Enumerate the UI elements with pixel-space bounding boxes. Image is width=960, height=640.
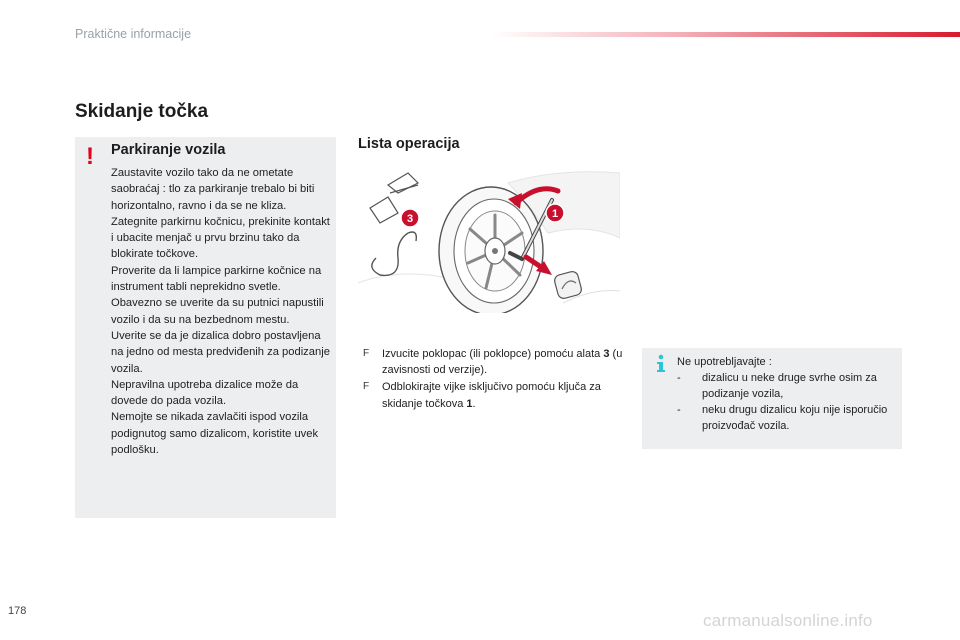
- warning-paragraph: Nepravilna upotreba dizalice može da dovede do pada vozila.: [111, 378, 299, 408]
- bullet-glyph: F: [363, 348, 370, 359]
- step-text: (u zavisnosti od verzije).: [382, 348, 623, 377]
- header-accent-bar: [490, 32, 960, 37]
- warning-paragraph: Zategnite parkirnu kočnicu, prekinite kontakt i ubacite menjač u prvu brzinu tako da blokirate točkove.: [111, 215, 330, 261]
- info-text: [677, 354, 899, 434]
- step-ref-number: 3: [603, 348, 610, 360]
- warning-box: [75, 137, 336, 518]
- warning-paragraph: Proverite da li lampice parkirne kočnice na instrument tabli neprekidno svetle.: [111, 264, 322, 294]
- warning-icon: !: [86, 143, 94, 170]
- page-number: 178: [8, 605, 27, 617]
- callout-3: 3: [406, 213, 414, 225]
- wheel-tools-illustration: [358, 163, 620, 313]
- warning-paragraph: Obavezno se uverite da su putnici napustili vozilo i da su na bezbednom mestu.: [111, 297, 324, 326]
- info-item: [677, 402, 899, 434]
- operations-heading: Lista operacija: [358, 136, 460, 152]
- dash-glyph: -: [677, 404, 681, 416]
- page-title: Skidanje točka: [75, 101, 209, 122]
- list-item: [363, 346, 625, 378]
- step-ref-number: 1: [466, 397, 473, 410]
- callout-1: 1: [551, 208, 559, 220]
- step-text: Izvucite poklopac (ili poklopce) pomoću alata: [382, 348, 604, 360]
- info-item: [677, 370, 899, 402]
- list-item: [363, 379, 625, 411]
- watermark: carmanualsonline.info: [703, 611, 873, 630]
- operations-list: [363, 346, 625, 413]
- header-section-title: Praktične informacije: [75, 27, 192, 41]
- dash-glyph: -: [677, 372, 681, 384]
- bullet-glyph: F: [363, 381, 370, 393]
- step-text: .: [472, 397, 476, 410]
- warning-paragraph: Zaustavite vozilo tako da ne ometate saobraćaj : tlo za parkiranje trebalo bi biti horizontalno, ravno i da se ne kliza.: [111, 167, 315, 212]
- warning-paragraph: Nemojte se nikada zavlačiti ispod vozila podignutog samo dizalicom, koristite uvek podlošku.: [111, 411, 319, 457]
- warning-paragraph: Uverite se da je dizalica dobro postavljena na jedno od mesta predviđenih za podizanje vozila.: [111, 329, 330, 375]
- warning-heading: Parkiranje vozila: [111, 142, 226, 158]
- info-intro: Ne upotrebljavajte :: [677, 356, 772, 368]
- info-item-text: dizalicu u neke druge svrhe osim za podizanje vozila,: [702, 372, 877, 400]
- info-item-text: neku drugu dizalicu koju nije isporučio proizvođač vozila.: [702, 404, 888, 432]
- info-box: [642, 348, 902, 449]
- warning-text: [111, 165, 333, 458]
- step-text: Odblokirajte vijke isključivo pomoću ključa za skidanje točkova: [382, 381, 601, 410]
- info-icon: [654, 354, 668, 374]
